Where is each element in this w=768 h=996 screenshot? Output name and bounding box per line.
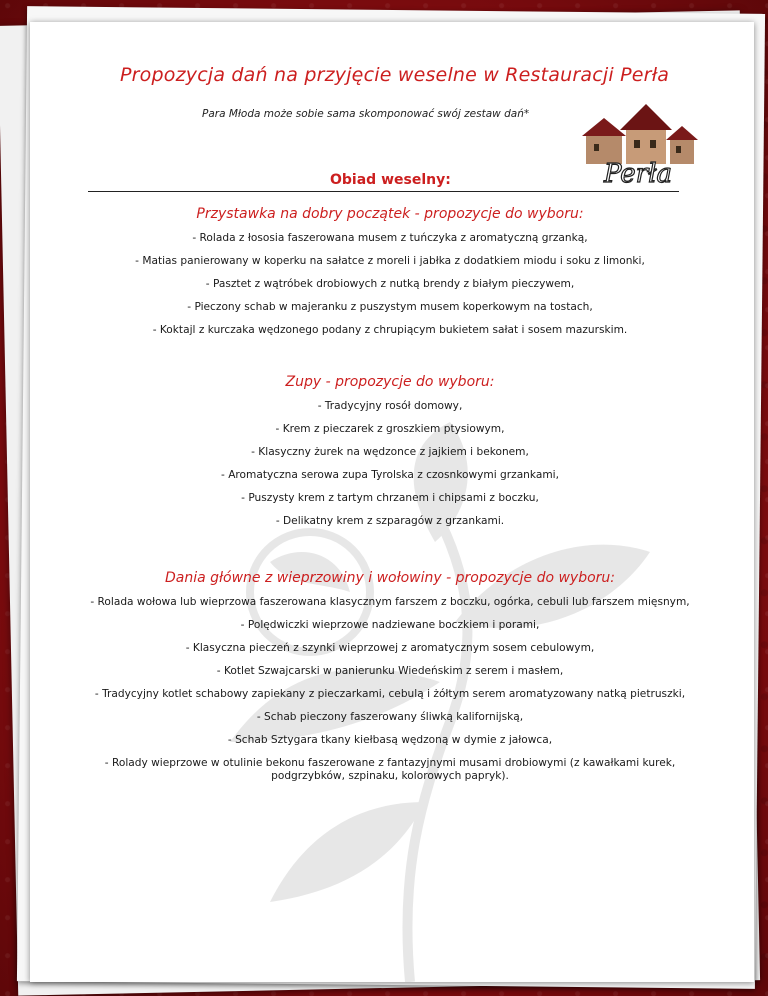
list-item: - Klasyczny żurek na wędzonce z jajkiem i bekonem, (251, 446, 529, 458)
list-item: - Klasyczna pieczeń z szynki wieprzowej z aromatycznym sosem cebulowym, (185, 642, 595, 654)
list-item: - Rolady wieprzowe w otulinie bekonu faszerowane z fantazyjnymi musami drobiowymi (z kawałkami kurek, podgrzybków, szpinaku, kolorowych papryk). (104, 757, 676, 782)
section-title: Dania główne z wieprzowiny i wołowiny - propozycje do wyboru: (164, 570, 616, 586)
list-item: - Krem z pieczarek z groszkiem ptysiowym, (275, 423, 505, 435)
perla-logo-icon (574, 96, 702, 188)
list-item: - Rolada z łososia faszerowana musem z tuńczyka z aromatyczną grzanką, (192, 232, 588, 244)
divider (88, 191, 679, 192)
list-item: - Pieczony schab w majeranku z puszystym musem koperkowym na tostach, (187, 301, 593, 313)
page-title: Propozycja dań na przyjęcie weselne w Restauracji Perła (120, 64, 670, 86)
menu-section-soups (70, 374, 710, 538)
list-item: - Polędwiczki wieprzowe nadziewane boczkiem i porami, (240, 619, 540, 631)
list-item: - Kotlet Szwajcarski w panierunku Wiedeńskim z serem i masłem, (216, 665, 564, 677)
menu-section-starters (70, 206, 710, 347)
list-item: - Rolada wołowa lub wieprzowa faszerowana klasycznym farszem z boczku, ogórka, cebuli lub farszem mięsnym, (90, 596, 690, 608)
section-heading: Obiad weselny: (330, 172, 451, 188)
list-item: - Schab pieczony faszerowany śliwką kalifornijską, (256, 711, 524, 723)
list-item: - Aromatyczna serowa zupa Tyrolska z czosnkowymi grzankami, (221, 469, 559, 481)
section-title: Zupy - propozycje do wyboru: (285, 374, 495, 390)
list-item: - Pasztet z wątróbek drobiowych z nutką brendy z białym pieczywem, (205, 278, 575, 290)
list-item: - Koktajl z kurczaka wędzonego podany z chrupiącym bukietem sałat i sosem mazurskim. (152, 324, 628, 336)
list-item: - Puszysty krem z tartym chrzanem i chipsami z boczku, (241, 492, 539, 504)
menu-page (30, 22, 754, 982)
list-item: - Tradycyjny rosół domowy, (317, 400, 463, 412)
list-item: - Tradycyjny kotlet schabowy zapiekany z pieczarkami, cebulą i żółtym serem aromatyzowany natką pietruszki, (94, 688, 686, 700)
list-item: - Schab Sztygara tkany kiełbasą wędzoną w dymie z jałowca, (227, 734, 553, 746)
page-subtitle: Para Młoda może sobie sama skomponować swój zestaw dań* (202, 108, 530, 120)
list-item: - Matias panierowany w koperku na sałatce z moreli i jabłka z dodatkiem miodu i soku z limonki, (135, 255, 645, 267)
logo-text: Perła (603, 159, 673, 188)
section-title: Przystawka na dobry początek - propozycje do wyboru: (196, 206, 584, 222)
menu-content (30, 22, 754, 982)
menu-section-mains (70, 570, 710, 793)
list-item: - Delikatny krem z szparagów z grzankami. (275, 515, 505, 527)
